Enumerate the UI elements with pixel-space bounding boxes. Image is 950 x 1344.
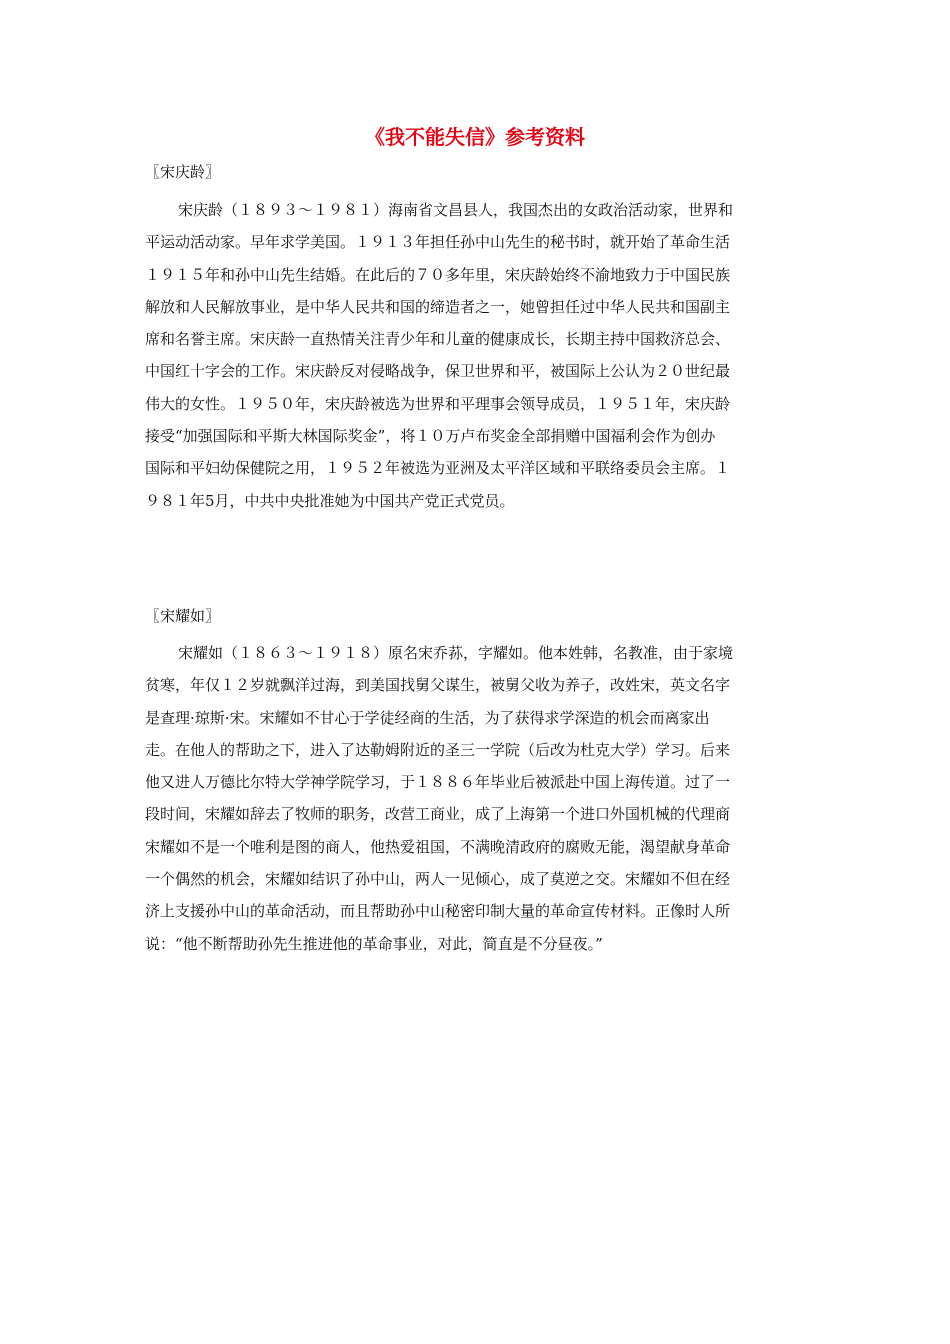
body-line: 宋耀如不是一个唯利是图的商人，他热爱祖国，不满晚清政府的腐败无能，渴望献身革命 bbox=[145, 837, 731, 856]
body-line: 平运动活动家。早年求学美国。１９１３年担任孙中山先生的秘书时，就开始了革命生活 bbox=[145, 233, 731, 252]
body-line: 接受“加强国际和平斯大林国际奖金”，将１０万卢布奖金全部捐赠中国福利会作为创办 bbox=[145, 427, 716, 446]
section-body-song-yaoru bbox=[145, 637, 810, 960]
body-line: 中国红十字会的工作。宋庆龄反对侵略战争，保卫世界和平，被国际上公认为２０世纪最 bbox=[145, 362, 731, 381]
section-heading-song-yaoru: 〖宋耀如〗 bbox=[145, 607, 221, 625]
body-line: 贫寒，年仅１２岁就飘洋过海，到美国找舅父谋生，被舅父收为养子，改姓宋，英文名字 bbox=[145, 676, 731, 695]
body-line: 一个偶然的机会，宋耀如结识了孙中山，两人一见倾心，成了莫逆之交。宋耀如不但在经 bbox=[145, 870, 731, 889]
body-line: １９１５年和孙中山先生结婚。在此后的７０多年里，宋庆龄始终不渝地致力于中国民族 bbox=[145, 265, 731, 284]
body-line: 段时间，宋耀如辞去了牧师的职务，改营工商业，成了上海第一个进口外国机械的代理商 bbox=[145, 805, 731, 824]
body-line: 国际和平妇幼保健院之用，１９５２年被选为亚洲及太平洋区域和平联络委员会主席。１ bbox=[145, 459, 731, 478]
body-line: 伟大的女性。１９５０年，宋庆龄被选为世界和平理事会领导成员，１９５１年，宋庆龄 bbox=[145, 394, 731, 413]
body-line: 他又进人万德比尔特大学神学院学习，于１８８６年毕业后被派赴中国上海传道。过了一 bbox=[145, 773, 731, 792]
body-line: 是查理·琼斯·宋。宋耀如不甘心于学徒经商的生活，为了获得求学深造的机会而离家出 bbox=[145, 708, 710, 727]
body-line: 济上支援孙中山的革命活动，而且帮助孙中山秘密印制大量的革命宣传材料。正像时人所 bbox=[145, 902, 731, 921]
section-body-song-qingling bbox=[145, 194, 810, 517]
body-line: 宋耀如（１８６３～１９１８）原名宋乔荪，字耀如。他本姓韩，名教准，由于家境 bbox=[178, 644, 734, 662]
body-line: 走。在他人的帮助之下，进入了达勒姆附近的圣三一学院（后改为杜克大学）学习。后来 bbox=[145, 740, 731, 759]
body-line: 解放和人民解放事业，是中华人民共和国的缔造者之一，她曾担任过中华人民共和国副主 bbox=[145, 297, 731, 316]
section-heading-song-qingling: 〖宋庆龄〗 bbox=[145, 163, 221, 181]
body-line: 席和名誉主席。宋庆龄一直热情关注青少年和儿童的健康成长，长期主持中国救济总会、 bbox=[145, 330, 731, 349]
body-line: 宋庆龄（１８９３～１９８１）海南省文昌县人，我国杰出的女政治活动家，世界和 bbox=[178, 201, 734, 219]
document-title: 《我不能失信》参考资料 bbox=[365, 125, 585, 149]
body-line: ９８１年5月，中共中央批准她为中国共产党正式党员。 bbox=[145, 491, 515, 510]
body-line: 说：“他不断帮助孙先生推进他的革命事业，对此，简直是不分昼夜。” bbox=[145, 934, 603, 953]
